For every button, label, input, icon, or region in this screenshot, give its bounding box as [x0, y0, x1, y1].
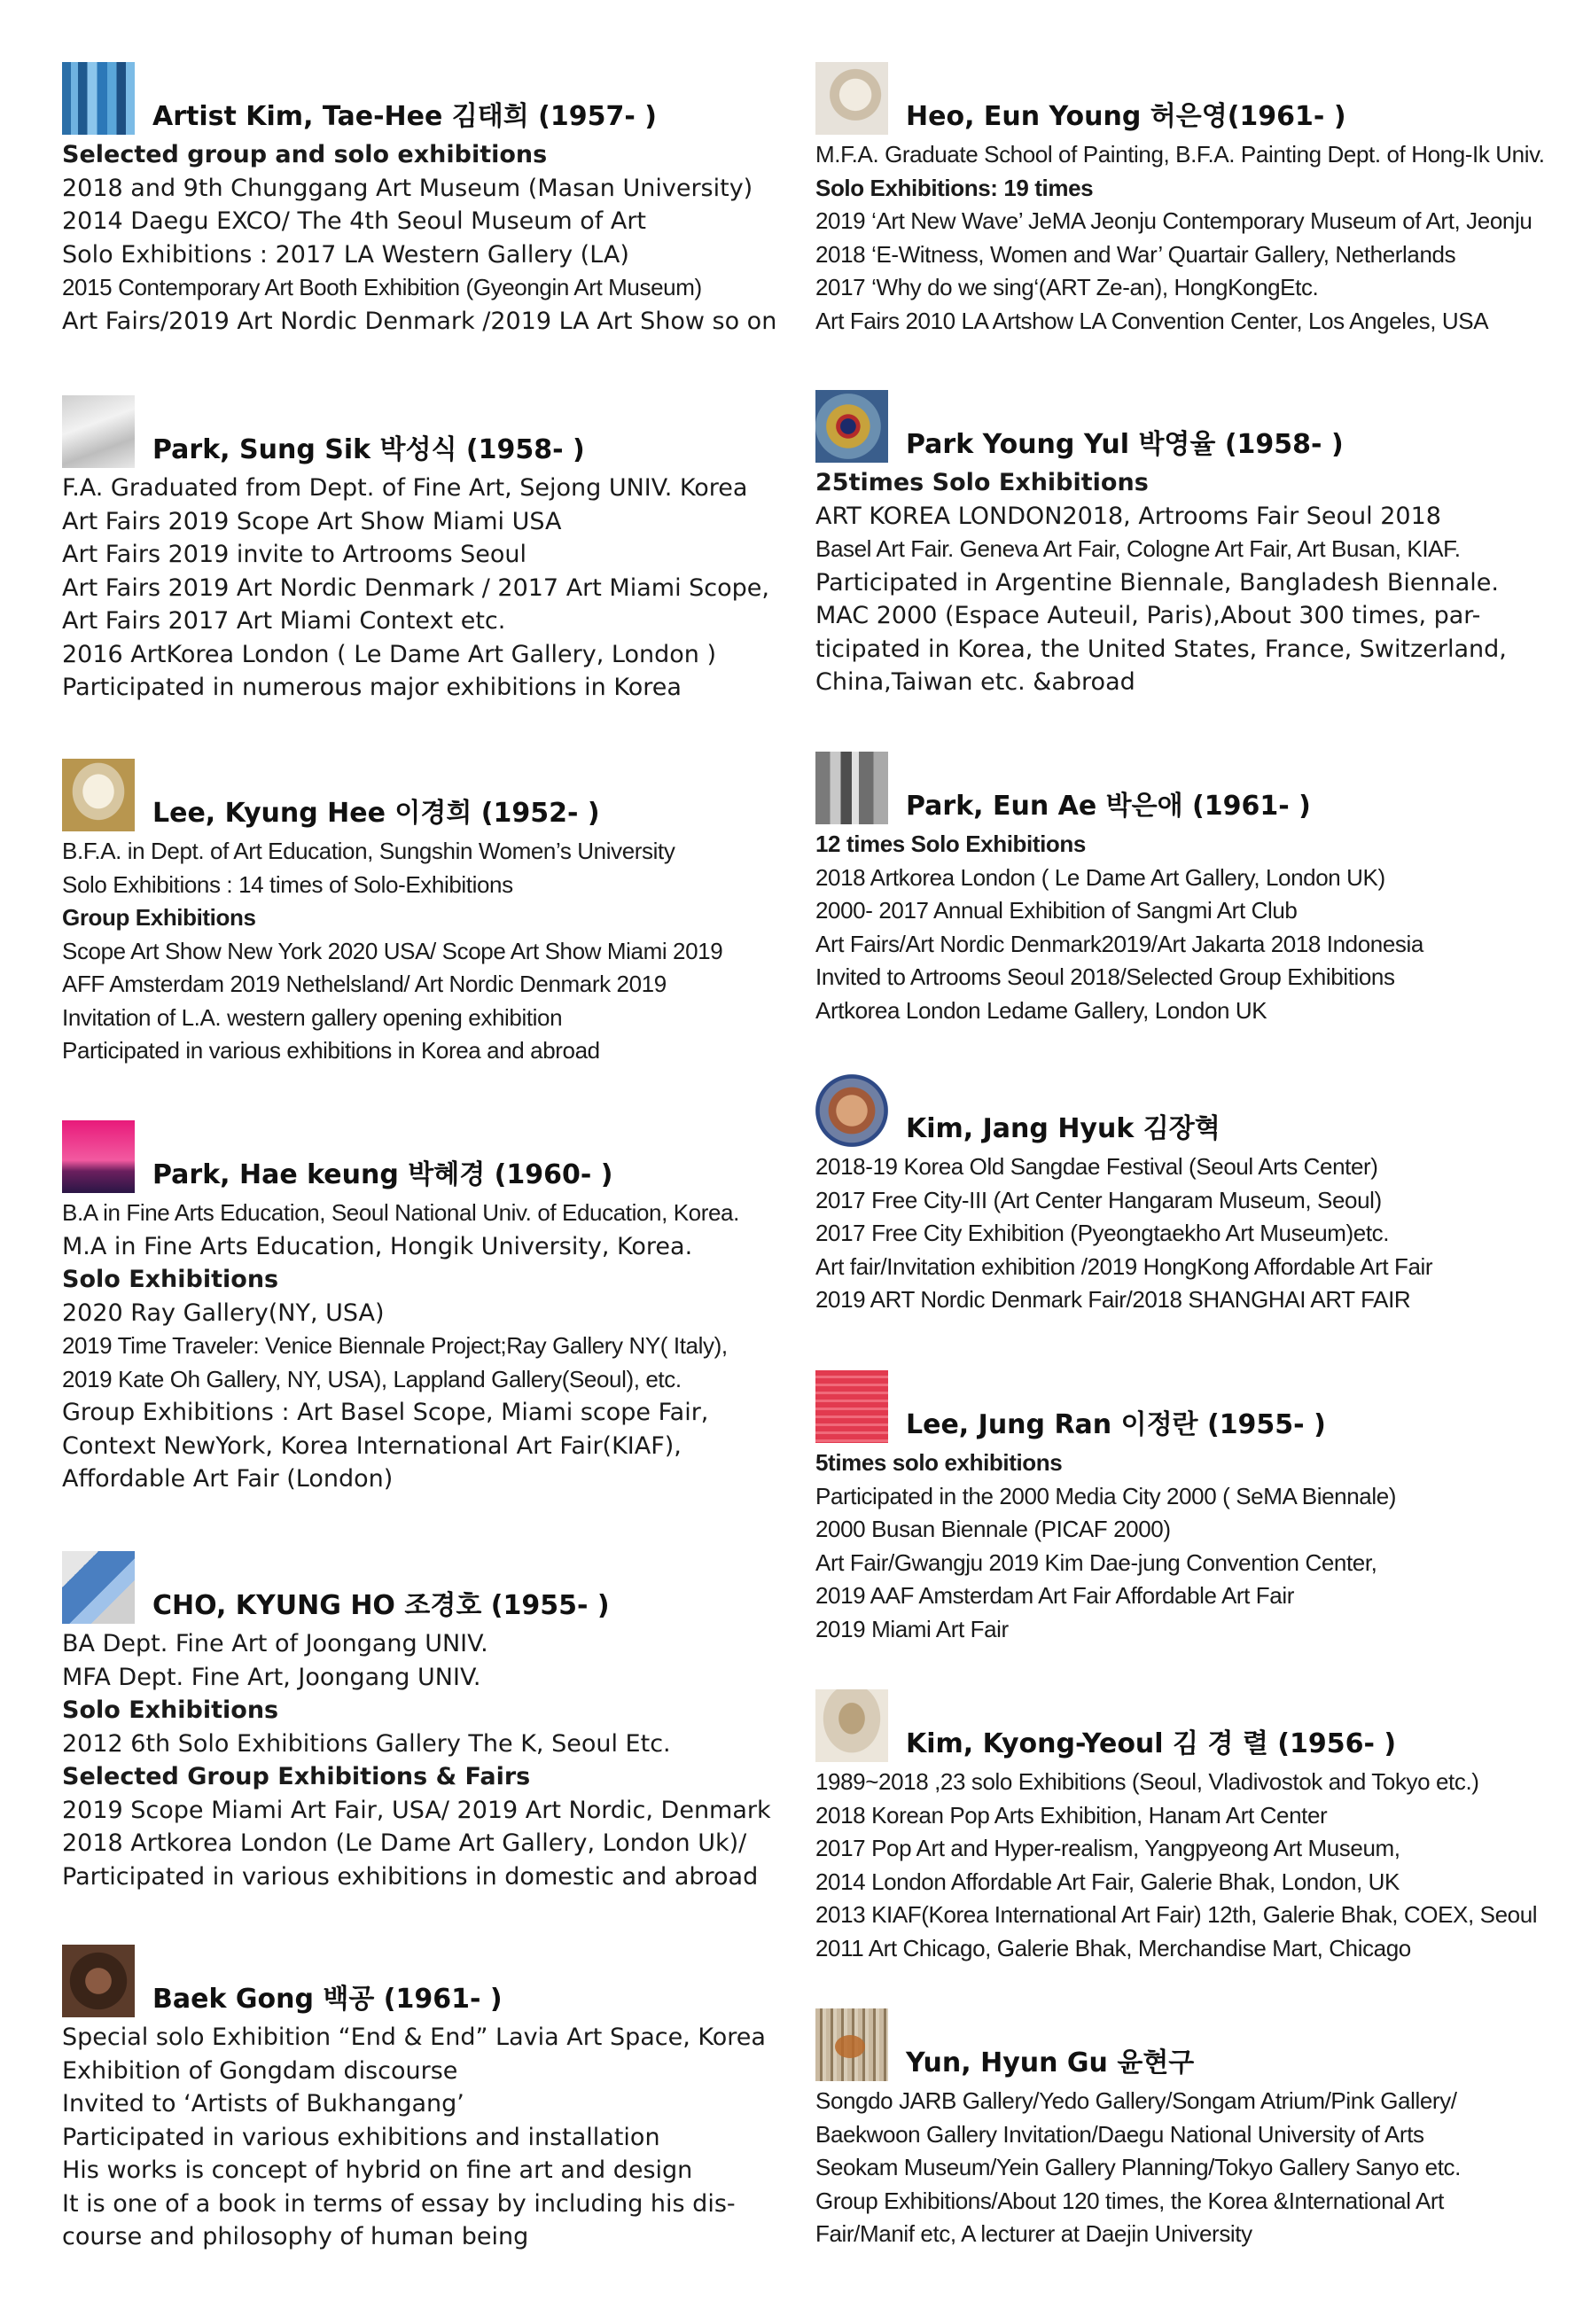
exhibition-line: 12 times Solo Exhibitions	[815, 831, 1086, 857]
exhibition-line: His works is concept of hybrid on fine art and design	[62, 2156, 693, 2184]
artwork-thumbnail-circle-icon	[815, 1074, 888, 1147]
artist-entry-park-sung-sik	[62, 395, 798, 705]
exhibition-line: Art fair/Invitation exhibition /2019 HongKong Affordable Art Fair	[815, 1252, 1433, 1280]
exhibition-line: Solo Exhibitions	[62, 1266, 279, 1293]
artwork-thumbnail-abstract-icon	[815, 390, 888, 463]
exhibition-line: Participated in the 2000 Media City 2000 ( SeMA Biennale)	[815, 1482, 1397, 1509]
exhibition-line: Songdo JARB Gallery/Yedo Gallery/Songam Atrium/Pink Gallery/	[815, 2087, 1457, 2114]
exhibition-line: course and philosophy of human being	[62, 2223, 529, 2250]
artist-entry-header	[815, 1689, 1551, 1762]
artwork-thumbnail-blue-strips-icon	[62, 62, 135, 135]
exhibition-line: 2019 ART Nordic Denmark Fair/2018 SHANGHAI ART FAIR	[815, 1286, 1411, 1313]
exhibition-line: ART KOREA LONDON2018, Artrooms Fair Seoul 2018	[815, 502, 1441, 530]
exhibition-line: Participated in numerous major exhibitions in Korea	[62, 674, 682, 701]
exhibition-line: 2017 Free City Exhibition (Pyeongtaekho Art Museum)etc.	[815, 1220, 1390, 1246]
exhibition-line: 2020 Ray Gallery(NY, USA)	[62, 1298, 385, 1327]
artist-entry-header	[62, 1945, 798, 2017]
artist-name: Park, Hae keung 박혜경 (1960- )	[152, 1159, 613, 1190]
exhibition-line: ticipated in Korea, the United States, France, Switzerland,	[815, 635, 1507, 663]
exhibition-line: 2019 Time Traveler: Venice Biennale Project;Ray Gallery NY( Italy),	[62, 1332, 728, 1359]
exhibition-list	[62, 1627, 798, 1893]
exhibition-line: MAC 2000 (Espace Auteuil, Paris),About 300 times, par-	[815, 602, 1481, 629]
exhibition-line: Art Fairs 2019 Scope Art Show Miami USA	[62, 507, 562, 535]
artist-name: Park, Eun Ae 박은애 (1961- )	[906, 791, 1311, 822]
artist-entry-park-young-yul	[815, 390, 1551, 699]
exhibition-line: China,Taiwan etc. &abroad	[815, 668, 1135, 696]
exhibition-line: 2018 Korean Pop Arts Exhibition, Hanam Art Center	[815, 1801, 1328, 1829]
artwork-thumbnail-tree-icon	[815, 1689, 888, 1762]
exhibition-list	[815, 466, 1551, 699]
artist-entry-header	[815, 390, 1551, 463]
artist-name: Lee, Kyung Hee 이경희 (1952- )	[152, 798, 600, 829]
artist-entry-kim-kyong-yeoul	[815, 1689, 1551, 1965]
artwork-thumbnail-pink-seascape-icon	[62, 1120, 135, 1193]
artwork-thumbnail-bowl-icon	[815, 62, 888, 135]
exhibition-line: Exhibition of Gongdam discourse	[62, 2056, 458, 2085]
exhibition-line: 2018 Artkorea London ( Le Dame Art Gallery, London UK)	[815, 863, 1385, 891]
artist-entry-header	[62, 395, 798, 468]
artist-entry-yun-hyun-gu	[815, 2008, 1551, 2251]
artwork-thumbnail-collage-icon	[815, 752, 888, 824]
artist-entry-park-hae-keung	[62, 1120, 798, 1496]
exhibition-line: 5times solo exhibitions	[815, 1449, 1063, 1476]
artwork-thumbnail-striped-icon	[815, 2008, 888, 2081]
artist-name: Kim, Jang Hyuk 김장혁	[906, 1113, 1221, 1144]
artist-entry-cho-kyung-ho	[62, 1551, 798, 1893]
exhibition-line: Solo Exhibitions : 2017 LA Western Gallery (LA)	[62, 240, 629, 269]
artwork-thumbnail-ceramic-icon	[62, 1945, 135, 2017]
exhibition-line: Artkorea London Ledame Gallery, London UK	[815, 996, 1267, 1024]
exhibition-line: 2000- 2017 Annual Exhibition of Sangmi Art Club	[815, 897, 1298, 924]
artist-name: Park, Sung Sik 박성식 (1958- )	[152, 434, 585, 465]
exhibition-line: Solo Exhibitions	[62, 1696, 279, 1724]
exhibition-line: Art Fairs 2019 invite to Artrooms Seoul	[62, 541, 526, 568]
exhibition-line: Group Exhibitions : Art Basel Scope, Miami scope Fair,	[62, 1399, 709, 1426]
exhibition-line: Art Fairs 2010 LA Artshow LA Convention Center, Los Angeles, USA	[815, 307, 1489, 334]
artist-entry-lee-kyung-hee	[62, 759, 798, 1068]
exhibition-line: 2019 ‘Art New Wave’ JeMA Jeonju Contemporary Museum of Art, Jeonju	[815, 207, 1533, 234]
artist-entry-kim-tae-hee	[62, 62, 798, 338]
exhibition-line: 2017 ‘Why do we sing‘(ART Ze-an), HongKongEtc.	[815, 274, 1319, 300]
artist-name: Park Young Yul 박영율 (1958- )	[906, 429, 1344, 460]
artwork-thumbnail-red-lines-icon	[815, 1370, 888, 1443]
exhibition-line: B.A in Fine Arts Education, Seoul National Univ. of Education, Korea.	[62, 1199, 739, 1226]
exhibition-line: F.A. Graduated from Dept. of Fine Art, Sejong UNIV. Korea	[62, 474, 748, 502]
exhibition-list	[62, 1197, 798, 1496]
exhibition-line: Invited to ‘Artists of Bukhangang’	[62, 2090, 464, 2117]
exhibition-line: It is one of a book in terms of essay by including his dis-	[62, 2189, 736, 2218]
exhibition-line: 2018 ‘E-Witness, Women and War’ Quartair Gallery, Netherlands	[815, 240, 1456, 268]
exhibition-line: Art Fair/Gwangju 2019 Kim Dae-jung Convention Center,	[815, 1548, 1377, 1576]
exhibition-line: AFF Amsterdam 2019 Nethelsland/ Art Nordic Denmark 2019	[62, 971, 667, 997]
exhibition-line: Solo Exhibitions : 14 times of Solo-Exhibitions	[62, 870, 513, 898]
exhibition-line: Seokam Museum/Yein Gallery Planning/Tokyo Gallery Sanyo etc.	[815, 2154, 1461, 2180]
artist-name: Artist Kim, Tae-Hee 김태희 (1957- )	[152, 101, 657, 132]
exhibition-list	[815, 2085, 1551, 2251]
exhibition-line: 2014 London Affordable Art Fair, Galerie Bhak, London, UK	[815, 1868, 1400, 1895]
exhibition-line: 2017 Pop Art and Hyper-realism, Yangpyeong Art Museum,	[815, 1835, 1400, 1861]
exhibition-line: Art Fairs 2019 Art Nordic Denmark / 2017 Art Miami Scope,	[62, 573, 769, 602]
exhibition-line: 2018 and 9th Chunggang Art Museum (Masan University)	[62, 174, 753, 202]
artwork-thumbnail-white-sculpture-icon	[62, 395, 135, 468]
artist-entry-baek-gong	[62, 1945, 798, 2254]
exhibition-line: 2019 Miami Art Fair	[815, 1615, 1009, 1642]
exhibition-line: Selected group and solo exhibitions	[62, 141, 548, 168]
artist-name: Yun, Hyun Gu 윤현구	[906, 2047, 1195, 2078]
exhibition-line: 2012 6th Solo Exhibitions Gallery The K, Seoul Etc.	[62, 1729, 671, 1758]
exhibition-line: Participated in Argentine Biennale, Bangladesh Biennale.	[815, 568, 1499, 597]
exhibition-line: 25times Solo Exhibitions	[815, 469, 1149, 496]
exhibition-line: Art Fairs/Art Nordic Denmark2019/Art Jakarta 2018 Indonesia	[815, 930, 1423, 957]
artist-entry-header	[62, 1551, 798, 1624]
exhibition-line: Fair/Manif etc, A lecturer at Daejin University	[815, 2220, 1252, 2247]
exhibition-line: 2018 Artkorea London (Le Dame Art Gallery, London Uk)/	[62, 1829, 747, 1857]
exhibition-line: MFA Dept. Fine Art, Joongang UNIV.	[62, 1663, 481, 1691]
exhibition-line: Invited to Artrooms Seoul 2018/Selected Group Exhibitions	[815, 963, 1395, 990]
artwork-thumbnail-gold-vase-icon	[62, 759, 135, 831]
exhibition-line: Baekwoon Gallery Invitation/Daegu National University of Arts	[815, 2120, 1424, 2148]
artist-entry-header	[815, 752, 1551, 824]
exhibition-line: 2017 Free City-III (Art Center Hangaram Museum, Seoul)	[815, 1186, 1382, 1213]
artist-entry-lee-jung-ran	[815, 1370, 1551, 1646]
exhibition-list	[62, 472, 798, 705]
exhibition-line: M.F.A. Graduate School of Painting, B.F.A. Painting Dept. of Hong-Ik Univ.	[815, 141, 1545, 168]
exhibition-line: 2013 KIAF(Korea International Art Fair) 12th, Galerie Bhak, COEX, Seoul	[815, 1901, 1538, 1928]
artist-entry-park-eun-ae	[815, 752, 1551, 1027]
artist-entry-header	[815, 1370, 1551, 1443]
exhibition-line: M.A in Fine Arts Education, Hongik University, Korea.	[62, 1232, 693, 1260]
exhibition-line: 2000 Busan Biennale (PICAF 2000)	[815, 1516, 1171, 1542]
artist-entry-header	[815, 1074, 1551, 1147]
exhibition-list	[62, 2021, 798, 2254]
exhibition-line: Group Exhibitions/About 120 times, the Korea &International Art	[815, 2187, 1445, 2214]
exhibition-line: Participated in various exhibitions in domestic and abroad	[62, 1862, 759, 1891]
exhibition-line: Solo Exhibitions: 19 times	[815, 174, 1094, 201]
exhibition-line: 2019 Scope Miami Art Fair, USA/ 2019 Art Nordic, Denmark	[62, 1796, 771, 1824]
exhibition-line: 2018-19 Korea Old Sangdae Festival (Seoul Arts Center)	[815, 1153, 1378, 1180]
exhibition-line: Art Fairs/2019 Art Nordic Denmark /2019 LA Art Show so on	[62, 307, 777, 335]
exhibition-line: Affordable Art Fair (London)	[62, 1465, 394, 1493]
artist-entry-header	[62, 1120, 798, 1193]
artist-name: Kim, Kyong-Yeoul 김 경 렬 (1956- )	[906, 1728, 1397, 1759]
exhibition-line: B.F.A. in Dept. of Art Education, Sungshin Women’s University	[62, 838, 675, 864]
exhibition-line: 2016 ArtKorea London ( Le Dame Art Gallery, London )	[62, 640, 716, 668]
exhibition-line: BA Dept. Fine Art of Joongang UNIV.	[62, 1630, 488, 1657]
artist-entry-kim-jang-hyuk	[815, 1074, 1551, 1317]
exhibition-line: Selected Group Exhibitions & Fairs	[62, 1763, 531, 1790]
artist-entry-header	[62, 62, 798, 135]
exhibition-line: 1989~2018 ,23 solo Exhibitions (Seoul, Vladivostok and Tokyo etc.)	[815, 1768, 1479, 1795]
exhibition-list	[815, 828, 1551, 1027]
exhibition-line: 2019 AAF Amsterdam Art Fair Affordable Art Fair	[815, 1582, 1294, 1609]
exhibition-line: Participated in various exhibitions and installation	[62, 2123, 660, 2151]
exhibition-line: Scope Art Show New York 2020 USA/ Scope Art Show Miami 2019	[62, 937, 723, 964]
exhibition-line: Art Fairs 2017 Art Miami Context etc.	[62, 607, 506, 635]
artist-entry-header	[815, 62, 1551, 135]
artist-entry-header	[62, 759, 798, 831]
exhibition-list	[62, 835, 798, 1068]
exhibition-line: 2014 Daegu EXCO/ The 4th Seoul Museum of Art	[62, 207, 647, 235]
exhibition-line: Basel Art Fair. Geneva Art Fair, Cologne Art Fair, Art Busan, KIAF.	[815, 535, 1461, 562]
artist-name: CHO, KYUNG HO 조경호 (1955- )	[152, 1590, 610, 1621]
artist-name: Heo, Eun Young 허은영(1961- )	[906, 101, 1346, 132]
exhibition-line: 2015 Contemporary Art Booth Exhibition (Gyeongin Art Museum)	[62, 274, 702, 300]
artwork-thumbnail-glass-figure-icon	[62, 1551, 135, 1624]
exhibition-list	[815, 1766, 1551, 1965]
exhibition-list	[815, 138, 1551, 338]
exhibition-line: Participated in various exhibitions in Korea and abroad	[62, 1037, 600, 1064]
artist-name: Baek Gong 백공 (1961- )	[152, 1984, 503, 2015]
exhibition-line: Invitation of L.A. western gallery opening exhibition	[62, 1003, 563, 1031]
exhibition-line: Group Exhibitions	[62, 904, 256, 931]
artist-entry-header	[815, 2008, 1551, 2081]
exhibition-line: Special solo Exhibition “End & End” Lavia Art Space, Korea	[62, 2024, 766, 2051]
artist-name: Lee, Jung Ran 이정란 (1955- )	[906, 1409, 1326, 1440]
artist-entry-heo-eun-young	[815, 62, 1551, 338]
exhibition-list	[815, 1150, 1551, 1317]
exhibition-line: Context NewYork, Korea International Art Fair(KIAF),	[62, 1431, 682, 1460]
exhibition-list	[815, 1447, 1551, 1646]
exhibition-list	[62, 138, 798, 338]
exhibition-line: 2011 Art Chicago, Galerie Bhak, Merchandise Mart, Chicago	[815, 1934, 1411, 1961]
exhibition-line: 2019 Kate Oh Gallery, NY, USA), Lappland Gallery(Seoul), etc.	[62, 1365, 682, 1392]
